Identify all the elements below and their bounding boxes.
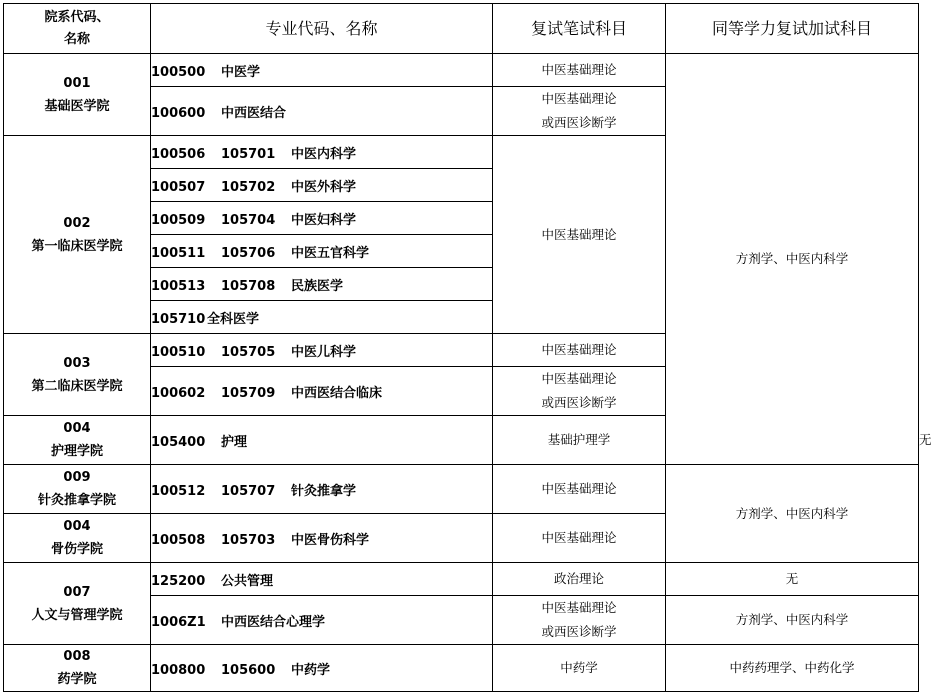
exam-subjects-table	[3, 3, 932, 692]
major-cell: 100800 105600 中药学	[151, 645, 493, 692]
extra-cell: 中药药理学、中药化学	[666, 645, 919, 692]
dept-cell: 004 骨伤学院	[4, 514, 151, 563]
extra-cell: 方剂学、中医内科学	[666, 54, 919, 465]
written-cell: 中医基础理论	[493, 334, 666, 367]
dept-cell: 008 药学院	[4, 645, 151, 692]
major-cell: 100507 105702 中医外科学	[151, 169, 493, 202]
extra-cell: 无	[666, 563, 919, 596]
written-cell: 中医基础理论 或西医诊断学	[493, 87, 666, 136]
table-row	[4, 465, 919, 514]
header-written: 复试笔试科目	[493, 4, 666, 54]
header-extra: 同等学力复试加试科目	[666, 4, 919, 54]
table-row	[4, 54, 919, 87]
major-cell: 100510 105705 中医儿科学	[151, 334, 493, 367]
written-cell: 中医基础理论	[493, 136, 666, 334]
written-cell: 中药学	[493, 645, 666, 692]
major-cell: 100508 105703 中医骨伤科学	[151, 514, 493, 563]
dept-cell: 002 第一临床医学院	[4, 136, 151, 334]
written-cell: 中医基础理论	[493, 514, 666, 563]
written-cell: 中医基础理论 或西医诊断学	[493, 367, 666, 416]
header-row	[4, 4, 919, 54]
written-cell: 政治理论	[493, 563, 666, 596]
dept-cell: 004 护理学院	[4, 416, 151, 465]
major-cell: 105710 全科医学	[151, 301, 493, 334]
header-dept: 院系代码、 名称	[4, 4, 151, 54]
major-cell: 105400 护理	[151, 416, 493, 465]
major-cell: 100500 中医学	[151, 54, 493, 87]
dept-cell: 007 人文与管理学院	[4, 563, 151, 645]
dept-cell: 009 针灸推拿学院	[4, 465, 151, 514]
dept-cell: 003 第二临床医学院	[4, 334, 151, 416]
written-cell: 中医基础理论 或西医诊断学	[493, 596, 666, 645]
written-cell: 中医基础理论	[493, 54, 666, 87]
extra-cell: 方剂学、中医内科学	[666, 596, 919, 645]
written-cell: 基础护理学	[493, 416, 666, 465]
major-cell: 100513 105708 民族医学	[151, 268, 493, 301]
major-cell: 100511 105706 中医五官科学	[151, 235, 493, 268]
table-row: 004 护理学院 105400 护理 基础护理学 无	[4, 416, 919, 465]
major-cell: 100602 105709 中西医结合临床	[151, 367, 493, 416]
extra-cell: 方剂学、中医内科学	[666, 465, 919, 563]
major-cell: 100600 中西医结合	[151, 87, 493, 136]
written-cell: 中医基础理论	[493, 465, 666, 514]
table-row	[4, 645, 919, 692]
major-cell: 100509 105704 中医妇科学	[151, 202, 493, 235]
major-cell: 100512 105707 针灸推拿学	[151, 465, 493, 514]
table-row	[4, 563, 919, 596]
major-cell: 100506 105701 中医内科学	[151, 136, 493, 169]
major-cell: 1006Z1 中西医结合心理学	[151, 596, 493, 645]
dept-cell: 001 基础医学院	[4, 54, 151, 136]
header-major: 专业代码、名称	[151, 4, 493, 54]
major-cell: 125200 公共管理	[151, 563, 493, 596]
